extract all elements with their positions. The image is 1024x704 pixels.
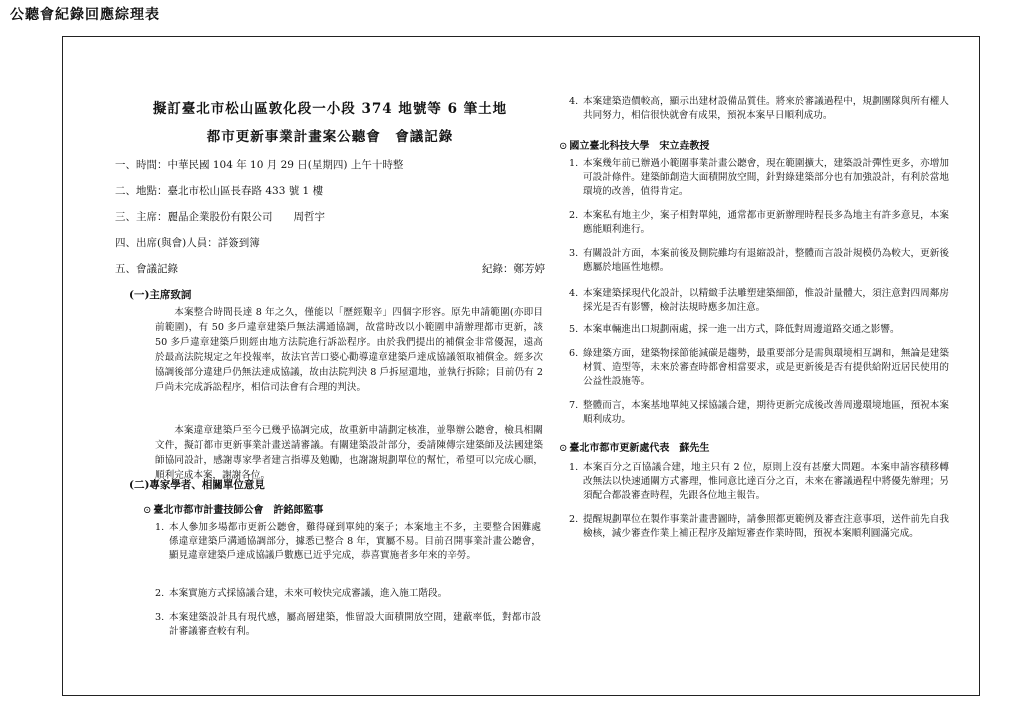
document-title-line1: 擬訂臺北市松山區敦化段一小段 374 地號等 6 筆土地 <box>152 101 508 117</box>
meta-location: 二、地點：臺北市松山區長春路 433 號 1 樓 <box>115 185 324 197</box>
list-item: 3. 本案建築設計具有現代感，屬高層建築，惟留設大面積開放空間，建蔽率低，對都市設計審議審查較有利。 <box>155 612 541 637</box>
section-opening-remarks: (一)主席致詞 <box>129 289 192 301</box>
meta-attendees: 四、出席(與會)人員：詳簽到簿 <box>115 237 260 249</box>
list-item: 5. 本案車輛進出口規劃兩處，採一進一出方式，降低對周邊道路交通之影響。 <box>569 324 900 335</box>
circled-dot-icon: ⊙ <box>559 141 568 152</box>
meta-time: 一、時間：中華民國 104 年 10 月 29 日(星期四) 上午十時整 <box>115 159 404 171</box>
list-item: 1. 本案幾年前已辦過小範圍事業計畫公聽會，現在範圍擴大，建築設計彈性更多，亦增加可設計條件。建築師創造大面積開放空間，針對綠建築部分也有加強設計，有利於當地環境的改善，值得肯定。 <box>569 158 949 197</box>
org-urban-renewal-office: ⊙ 臺北市都市更新處代表 蘇先生 <box>559 443 710 454</box>
list-item: 2. 提醒規劃單位在製作事業計畫書圖時，請參照都更範例及審查注意事項，送件前先自我檢核，減少審查作業上補正程序及縮短審查作業時間，預祝本案順利圓滿完成。 <box>569 514 949 539</box>
list-item: 3. 有關設計方面，本案前後及側院雖均有退縮設計，整體而言設計規模仍為較大，更新後應屬於地區性地標。 <box>569 248 949 273</box>
list-item: 2. 本案實施方式採協議合建，未來可較快完成審議，進入施工階段。 <box>155 588 448 599</box>
list-item: 7. 整體而言，本案基地單純又採協議合建，期待更新完成後改善周邊環境地區，預祝本案順利成功。 <box>569 400 949 425</box>
list-item: 1. 本人參加多場都市更新公聽會，難得碰到單純的案子；本案地主不多，主要整合困難處係違章建築戶溝通協調部分，據悉已整合 8 年，實屬不易。目前召開事業計畫公聽會，顯見違章建築戶達成協議戶數應已近乎完成，恭喜實施者多年來的辛勞。 <box>155 522 541 561</box>
opening-paragraph-2: 本案違章建築戶至今已幾乎協調完成，故重新申請劃定核准，並舉辦公聽會，檢具相關文件，擬訂都市更新事業計畫送請審議。有關建築設計部分，委請陳傳宗建築師及法國建築師協同設計，感謝專家學者建言指導及勉勵，也謝謝規劃單位的幫忙，希望可以完成心願，順利完成本案，謝謝各位。 <box>155 425 543 481</box>
list-item: 2. 本案私有地主少，案子相對單純，通常都市更新辦理時程長多為地主有許多意見，本案應能順利進行。 <box>569 210 949 235</box>
org-engineers-association: ⊙ 臺北市都市計畫技師公會 許銘郎監事 <box>143 505 324 516</box>
circled-dot-icon: ⊙ <box>559 443 568 454</box>
org-ntut: ⊙ 國立臺北科技大學 宋立垚教授 <box>559 141 710 152</box>
recorder: 紀錄：鄭芳婷 <box>482 263 545 275</box>
circled-dot-icon: ⊙ <box>143 505 152 516</box>
opening-paragraph-1: 本案整合時間長達 8 年之久，僅能以「歷經艱辛」四個字形容。原先申請範圍(亦即目前範圍)，有 50 多戶違章建築戶無法溝通協調，故當時改以小範圍申請辦理都市更新，該 50 多戶違章建築戶則經由地方法院進行訴訟程序。由於我們提出的補償金非常優渥，遠高於最高法院規定之年投報率，故法官苦口婆心勸導違章建築戶達成協議領取補償金。經多次協調後部分違建戶仍無法達成協議，故由法院判決 8 戶拆屋還地，並執行拆除；目前仍有 2 戶尚未完成訴訟程序，相信司法會有合理的判決。 <box>155 307 543 393</box>
page-title: 公聽會紀錄回應綜理表 <box>10 7 160 23</box>
meta-minutes: 五、會議記錄 <box>115 263 178 275</box>
list-item: 1. 本案百分之百協議合建，地主只有 2 位，原則上沒有甚麼大問題。本案申請容積移轉改無法以快速通關方式審理，惟同意比達百分之百，未來在審議過程中將優先辦理；另須配合都設審查時程，先跟各位地主報告。 <box>569 462 949 501</box>
list-item: 6. 綠建築方面，建築物採節能減碳是趨勢，最重要部分是需與環境相互調和，無論是建築材質、造型等，未來於審查時都會相當要求，或是更新後是否有提供給附近居民使用的公益性設施等。 <box>569 348 949 387</box>
document-title-line2: 都市更新事業計畫案公聽會 會議記錄 <box>206 129 454 145</box>
list-item: 4. 本案建築造價較高，顯示出建材設備品質佳。將來於審議過程中，規劃團隊與所有權人共同努力，相信很快就會有成果，預祝本案早日順利成功。 <box>569 96 949 121</box>
section-expert-opinions: (二)專家學者、相關單位意見 <box>129 479 265 491</box>
document-scan <box>62 36 980 696</box>
meta-chair: 三、主席：麗晶企業股份有限公司 周哲宇 <box>115 211 325 223</box>
list-item: 4. 本案建築採現代化設計，以精緻手法雕塑建築細節，惟設計量體大，須注意對四周鄰房採光是否有影響，檢討法規時應多加注意。 <box>569 288 949 313</box>
